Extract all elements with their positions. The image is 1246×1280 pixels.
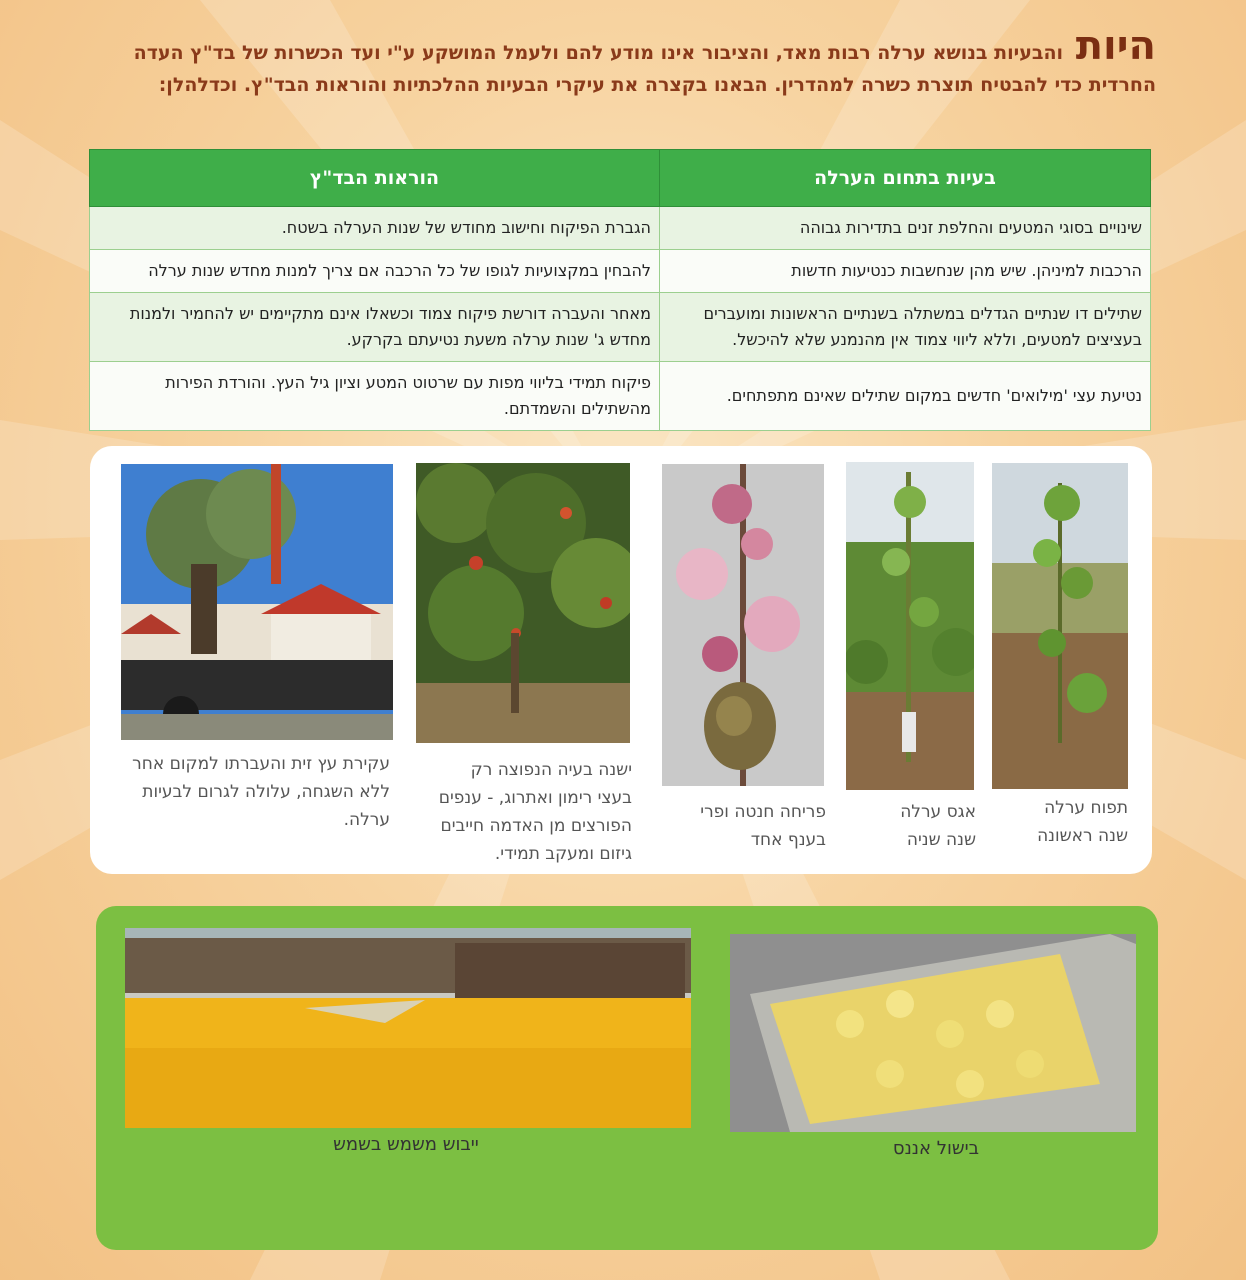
pear-sapling-photo <box>846 462 974 790</box>
table-row <box>90 250 1151 293</box>
caption-olive-line-2: ללא השגחה, עלולה לגרום לבעיות <box>142 782 390 802</box>
header-problems: בעיות בתחום הערלה <box>660 150 1151 207</box>
caption-olive-line-1: עקירת עץ זית והעברתו למקום אחר <box>132 754 390 774</box>
table-row <box>90 293 1151 362</box>
caption-blossom <box>686 798 826 854</box>
problem-cell: הרכבות למיניהן. שיש מהן שנחשבות כנטיעות חדשות <box>660 250 1151 293</box>
blossom-photo <box>662 464 824 786</box>
pomegranate-photo <box>416 463 630 743</box>
halacha-table <box>89 149 1151 431</box>
apricot-drying-photo <box>125 928 691 1128</box>
instruction-cell: להבחין במקצועיות לגופו של כל הרכבה אם צריך למנות מחדש שנות ערלה <box>90 250 660 293</box>
intro-paragraph <box>86 23 1156 101</box>
caption-pear-line-2: שנה שניה <box>906 830 976 850</box>
caption-pomegranate-line-1: ישנה בעיה הנפוצה רק <box>470 760 632 780</box>
caption-apple-line-2: שנה ראשונה <box>1037 826 1128 846</box>
instruction-cell: פיקוח תמידי בליווי מפות עם שרטוט המטע וציון גיל העץ. והורדת הפירות מהשתילים והשמדתם. <box>90 362 660 431</box>
header-instructions: הוראות הבד"ץ <box>90 150 660 207</box>
pineapple-cooking-photo <box>730 934 1136 1132</box>
caption-pomegranate-line-3: הפורצים מן האדמה חייבים <box>440 816 632 836</box>
apple-sapling-photo <box>992 463 1128 789</box>
caption-pear <box>880 798 976 854</box>
table-row <box>90 362 1151 431</box>
caption-pomegranate-line-4: גיזום ומעקב תמידי. <box>494 844 632 864</box>
caption-blossom-line-1: פריחה חנטה ופרי <box>700 802 826 822</box>
caption-apple-line-1: תפוח ערלה <box>1044 798 1128 818</box>
caption-pineapple: בישול אננס <box>892 1138 980 1159</box>
olive-tree-transport-photo <box>121 464 393 740</box>
caption-apple <box>1032 794 1128 850</box>
processing-photos-box <box>96 906 1158 1250</box>
problem-cell: נטיעת עצי 'מילואים' חדשים במקום שתילים שאינם מתפתחים. <box>660 362 1151 431</box>
instruction-cell: מאחר והעברה דורשת פיקוח צמוד וכשאלו אינם מתקיימים יש להחמיר ולמנות מחדש ג' שנות ערלה משעת נטיעתם בקרקע. <box>90 293 660 362</box>
problem-cell: שתילים דו שנתיים הגדלים במשתלה בשנתיים הראשונות ומועברים בעציצים למטעים, וללא ליווי צמוד אין מהנמנע שלא להיכשל. <box>660 293 1151 362</box>
caption-pomegranate <box>412 756 632 868</box>
caption-pomegranate-line-2: בעצי רימון ואתרוג, - ענפים <box>438 788 632 808</box>
table-row <box>90 207 1151 250</box>
caption-olive <box>110 750 390 834</box>
caption-olive-line-3: ערלה. <box>343 810 390 830</box>
instruction-cell: הגברת הפיקוח וחישוב מחודש של שנות הערלה בשטח. <box>90 207 660 250</box>
table-header-row <box>90 150 1151 207</box>
intro-text: והבעיות בנושא ערלה רבות מאד, והציבור אינו מודע להם ולעמל המושקע ע"י ועד הכשרות של בד"ץ העדה החרדית כדי להבטיח תוצרת כשרה למהדרין. הבאנו בקצרה את עיקרי הבעיות ההלכתיות והוראות הבד"ץ. וכדלהלן: <box>133 42 1156 96</box>
intro-lead-word: היות <box>1075 23 1156 69</box>
caption-pear-line-1: אגס ערלה <box>900 802 976 822</box>
photo-gallery <box>90 446 1152 874</box>
caption-apricot: ייבוש משמש בשמש <box>333 1134 479 1155</box>
problem-cell: שינויים בסוגי המטעים והחלפת זנים בתדירות גבוהה <box>660 207 1151 250</box>
caption-blossom-line-2: בענף אחד <box>750 830 826 850</box>
